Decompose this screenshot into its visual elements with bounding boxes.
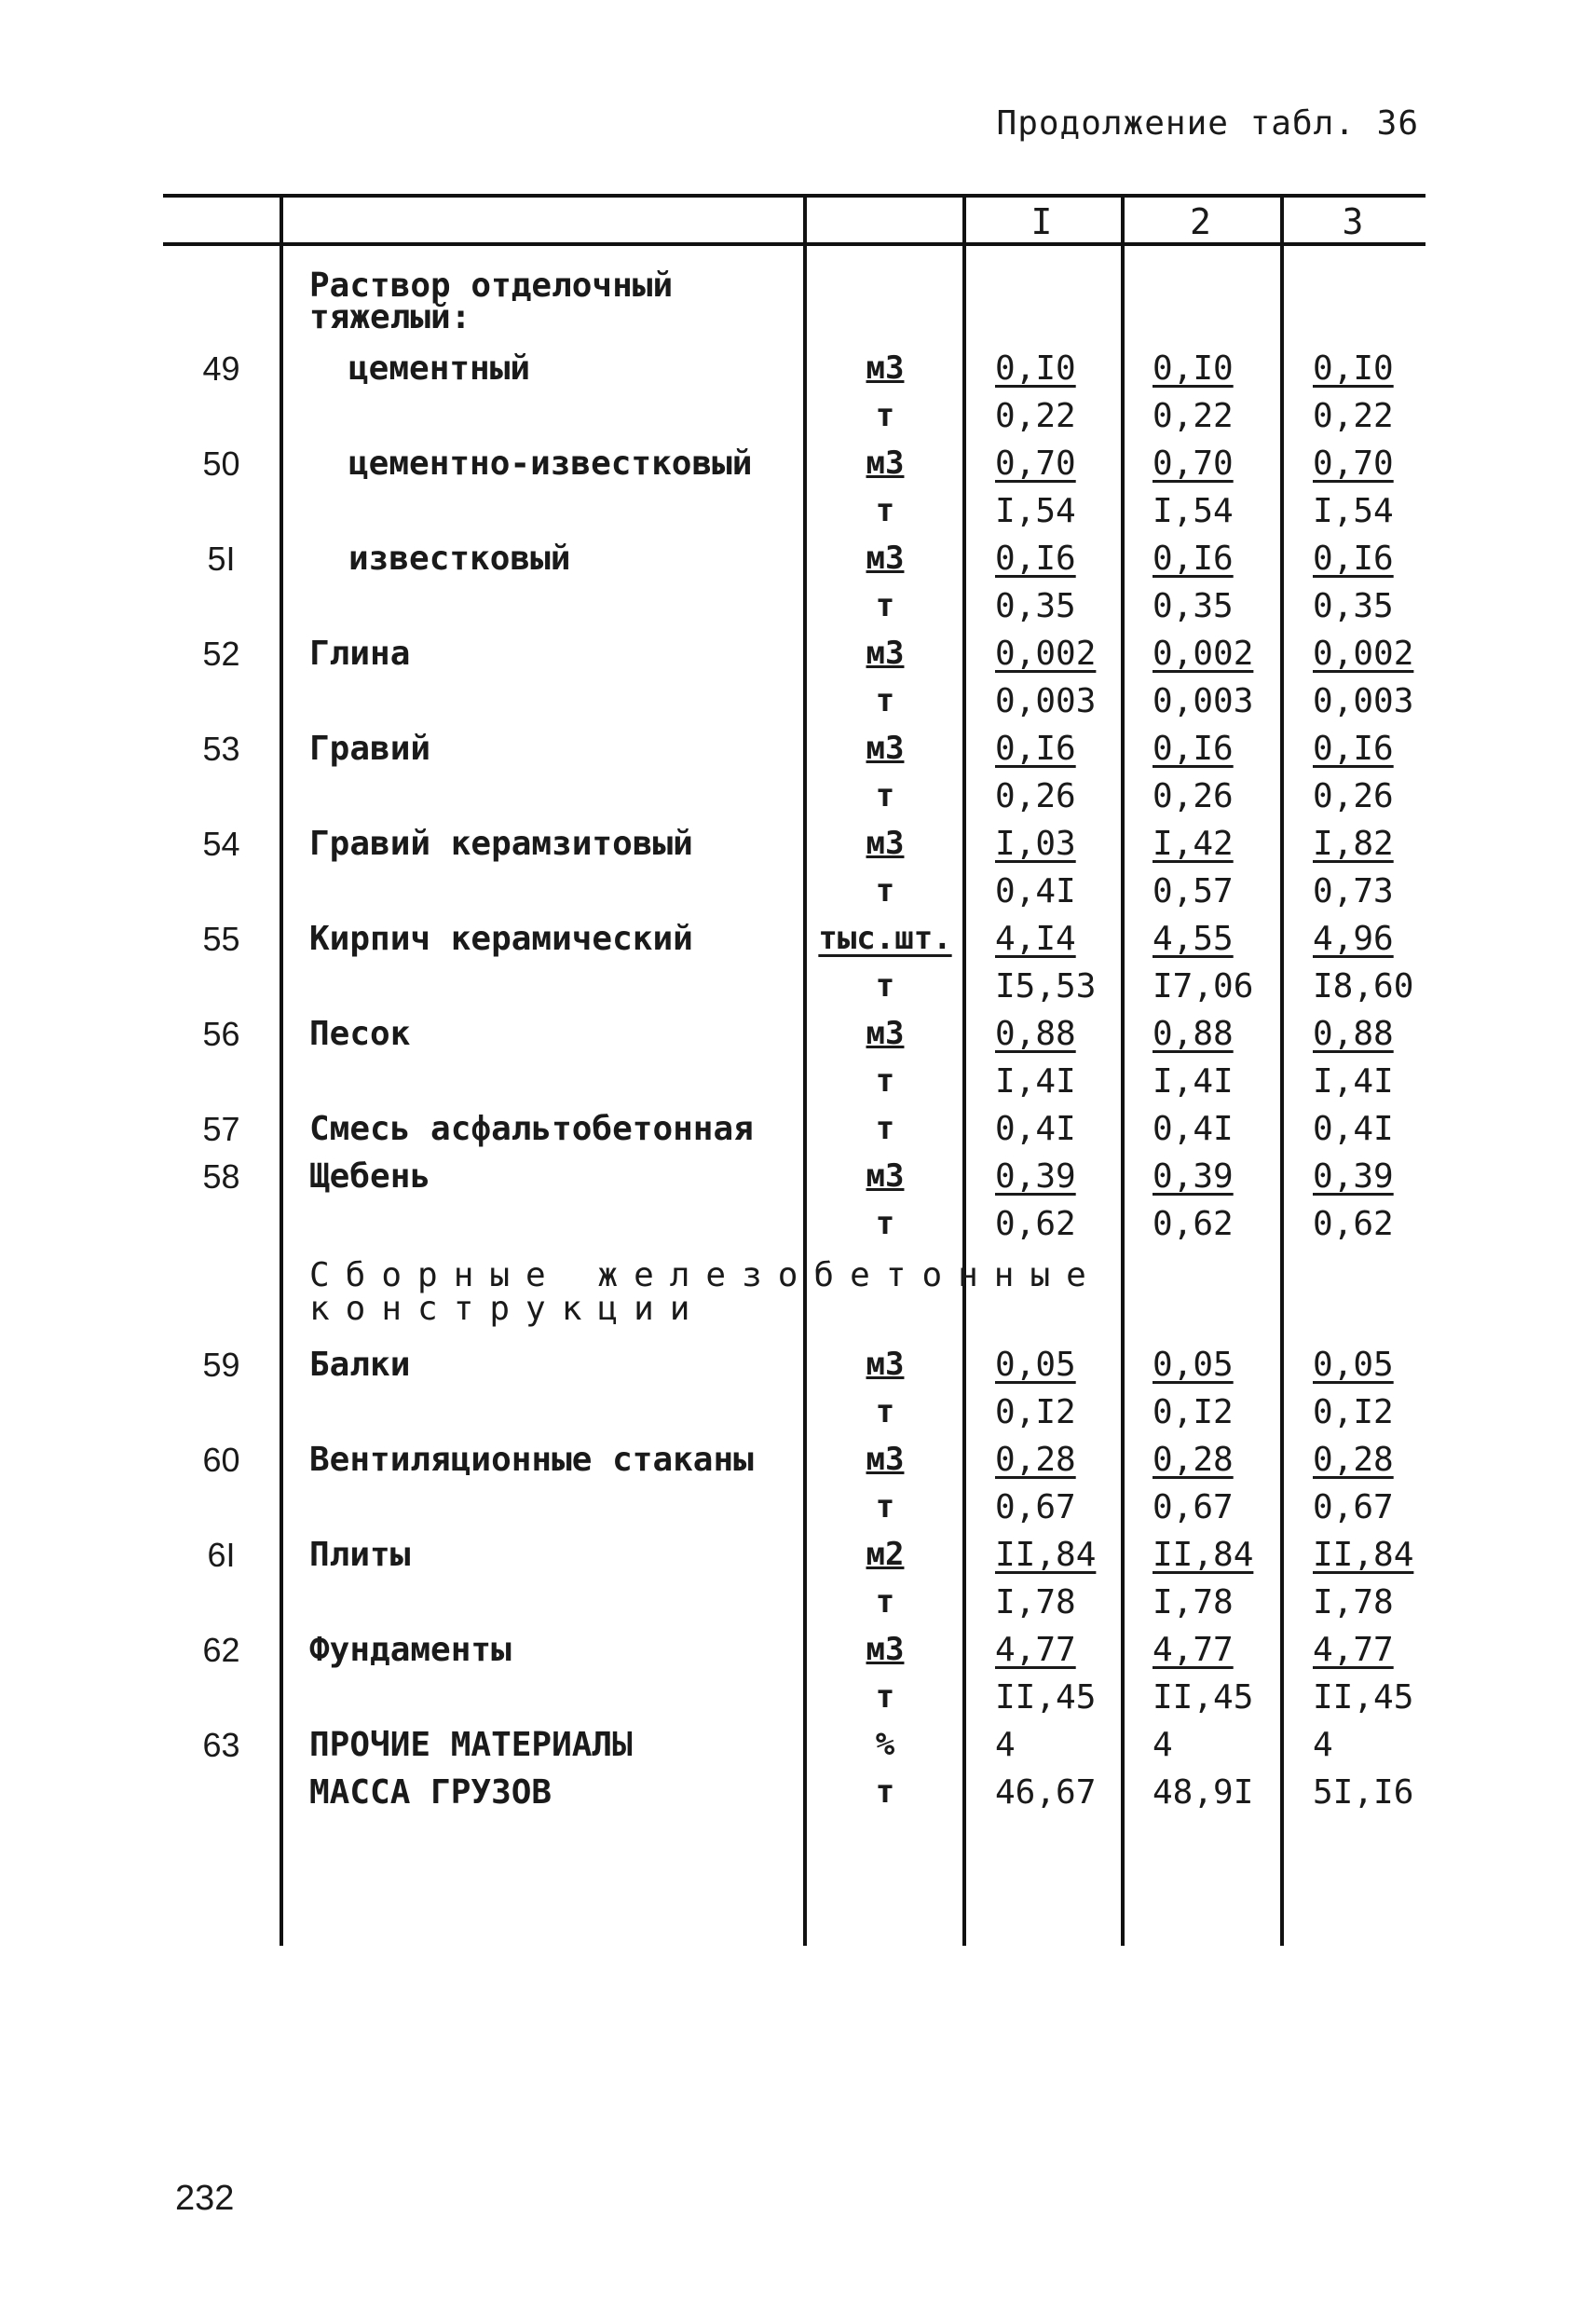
material-name: Фундаменты <box>309 1631 512 1669</box>
value-col-1: 0,62 <box>995 1205 1076 1243</box>
value-col-2: 0,I0 <box>1153 349 1234 388</box>
value-col-2: 0,28 <box>1153 1441 1234 1479</box>
value-col-1: 0,003 <box>995 682 1097 720</box>
value-col-3: 0,62 <box>1313 1205 1394 1243</box>
value-col-3: I,4I <box>1313 1062 1394 1101</box>
value-col-1: 0,70 <box>995 445 1076 483</box>
row-number: 5I <box>207 540 236 578</box>
value-col-1: 0,26 <box>995 777 1076 815</box>
unit-label: м3 <box>866 1346 905 1383</box>
value-col-2: 0,39 <box>1153 1157 1234 1196</box>
value-col-2: I,4I <box>1153 1062 1234 1101</box>
column-rule-col1 <box>1121 194 1125 1946</box>
unit-label: м3 <box>866 730 905 767</box>
value-col-3: 0,05 <box>1313 1346 1394 1384</box>
value-col-2: 0,I6 <box>1153 730 1234 768</box>
unit-label: т <box>875 682 895 719</box>
value-col-1: 0,28 <box>995 1441 1076 1479</box>
value-col-3: 4 <box>1313 1726 1333 1764</box>
value-col-1: 0,4I <box>995 1110 1076 1148</box>
section-heading: Сборные железобетонные конструкции <box>309 1256 1102 1328</box>
material-name: Глина <box>309 635 411 673</box>
table-caption: Продолжение табл. 36 <box>996 104 1419 143</box>
row-number: 49 <box>202 349 240 388</box>
material-name: Гравий керамзитовый <box>309 825 693 863</box>
column-header-1: I <box>1030 201 1053 242</box>
value-col-2: 0,57 <box>1153 872 1234 910</box>
row-number: 52 <box>202 635 240 673</box>
value-col-2: 0,67 <box>1153 1488 1234 1526</box>
value-col-1: 0,4I <box>995 872 1076 910</box>
value-col-2: 0,22 <box>1153 397 1234 435</box>
value-col-1: I,78 <box>995 1583 1076 1621</box>
value-col-1: II,84 <box>995 1536 1097 1574</box>
value-col-1: 46,67 <box>995 1773 1097 1812</box>
unit-label: м3 <box>866 1441 905 1478</box>
value-col-3: 0,28 <box>1313 1441 1394 1479</box>
value-col-2: 4 <box>1153 1726 1173 1764</box>
value-col-2: II,84 <box>1153 1536 1254 1574</box>
column-header-2: 2 <box>1190 201 1211 242</box>
column-rule-name <box>803 194 807 1946</box>
row-number: 6I <box>207 1536 236 1574</box>
value-col-3: I,54 <box>1313 492 1394 530</box>
material-name: известковый <box>348 540 571 578</box>
value-col-3: 0,39 <box>1313 1157 1394 1196</box>
value-col-2: 48,9I <box>1153 1773 1254 1812</box>
value-col-2: I,42 <box>1153 825 1234 863</box>
value-col-2: II,45 <box>1153 1678 1254 1717</box>
table-header-rule <box>163 242 1425 246</box>
material-name: цементно-известковый <box>348 445 753 483</box>
value-col-1: 0,05 <box>995 1346 1076 1384</box>
value-col-1: I5,53 <box>995 967 1097 1006</box>
unit-label: м3 <box>866 825 905 862</box>
unit-label: т <box>875 1773 895 1811</box>
unit-label: м3 <box>866 1631 905 1668</box>
unit-label: м3 <box>866 349 905 387</box>
value-col-2: 0,26 <box>1153 777 1234 815</box>
unit-label: м3 <box>866 635 905 672</box>
value-col-1: 4,77 <box>995 1631 1076 1669</box>
column-rule-col2 <box>1280 194 1284 1946</box>
row-number: 54 <box>202 825 240 863</box>
unit-label: % <box>875 1726 895 1763</box>
unit-label: м3 <box>866 540 905 577</box>
value-col-3: II,45 <box>1313 1678 1414 1717</box>
value-col-2: 0,003 <box>1153 682 1254 720</box>
row-number: 50 <box>202 445 240 483</box>
unit-label: т <box>875 492 895 529</box>
unit-label: т <box>875 1062 895 1100</box>
value-col-1: 4 <box>995 1726 1016 1764</box>
value-col-1: I,03 <box>995 825 1076 863</box>
value-col-3: 0,88 <box>1313 1015 1394 1053</box>
value-col-2: 0,35 <box>1153 587 1234 625</box>
value-col-3: II,84 <box>1313 1536 1414 1574</box>
value-col-3: I,82 <box>1313 825 1394 863</box>
value-col-3: I,78 <box>1313 1583 1394 1621</box>
value-col-1: 0,35 <box>995 587 1076 625</box>
value-col-2: 0,88 <box>1153 1015 1234 1053</box>
unit-label: м2 <box>866 1536 905 1573</box>
unit-label: т <box>875 872 895 910</box>
value-col-3: 0,I6 <box>1313 540 1394 578</box>
material-name: Вентиляционные стаканы <box>309 1441 754 1479</box>
value-col-2: 4,55 <box>1153 920 1234 958</box>
material-name: Щебень <box>309 1157 431 1196</box>
value-col-2: 4,77 <box>1153 1631 1234 1669</box>
value-col-2: 0,4I <box>1153 1110 1234 1148</box>
unit-label: т <box>875 1678 895 1716</box>
row-number: 63 <box>202 1726 240 1764</box>
unit-label: т <box>875 967 895 1005</box>
value-col-3: 0,70 <box>1313 445 1394 483</box>
unit-label: т <box>875 587 895 624</box>
value-col-1: I,4I <box>995 1062 1076 1101</box>
row-number: 55 <box>202 920 240 958</box>
value-col-1: 0,I6 <box>995 540 1076 578</box>
value-col-3: 4,96 <box>1313 920 1394 958</box>
material-name: Балки <box>309 1346 411 1384</box>
unit-label: т <box>875 1205 895 1242</box>
row-number: 62 <box>202 1631 240 1669</box>
value-col-2: I7,06 <box>1153 967 1254 1006</box>
unit-label: м3 <box>866 1015 905 1052</box>
material-name: Песок <box>309 1015 411 1053</box>
value-col-3: 0,I2 <box>1313 1393 1394 1431</box>
value-col-1: 0,I0 <box>995 349 1076 388</box>
value-col-3: 0,4I <box>1313 1110 1394 1148</box>
unit-label: м3 <box>866 445 905 482</box>
value-col-3: 5I,I6 <box>1313 1773 1414 1812</box>
row-number: 58 <box>202 1157 240 1196</box>
value-col-1: I,54 <box>995 492 1076 530</box>
material-name: Плиты <box>309 1536 411 1574</box>
section-heading: Раствор отделочный тяжелый: <box>309 267 674 336</box>
unit-label: т <box>875 777 895 814</box>
column-header-3: 3 <box>1342 201 1364 242</box>
value-col-1: 0,002 <box>995 635 1097 673</box>
value-col-3: 0,003 <box>1313 682 1414 720</box>
value-col-2: 0,70 <box>1153 445 1234 483</box>
value-col-2: 0,62 <box>1153 1205 1234 1243</box>
value-col-1: 0,I2 <box>995 1393 1076 1431</box>
value-col-3: 0,22 <box>1313 397 1394 435</box>
unit-label: т <box>875 1110 895 1147</box>
unit-label: м3 <box>866 1157 905 1195</box>
value-col-2: 0,I6 <box>1153 540 1234 578</box>
value-col-3: 0,002 <box>1313 635 1414 673</box>
value-col-3: 0,67 <box>1313 1488 1394 1526</box>
material-name: Кирпич керамический <box>309 920 693 958</box>
table-top-rule <box>163 194 1425 198</box>
value-col-3: 0,35 <box>1313 587 1394 625</box>
column-rule-unit <box>962 194 966 1946</box>
material-name: ПРОЧИЕ МАТЕРИАЛЫ <box>309 1726 633 1764</box>
value-col-1: 0,67 <box>995 1488 1076 1526</box>
unit-label: т <box>875 397 895 434</box>
row-number: 57 <box>202 1110 240 1148</box>
unit-label: т <box>875 1393 895 1430</box>
unit-label: т <box>875 1583 895 1621</box>
value-col-1: 0,22 <box>995 397 1076 435</box>
value-col-3: 0,26 <box>1313 777 1394 815</box>
value-col-2: 0,I2 <box>1153 1393 1234 1431</box>
unit-label: т <box>875 1488 895 1525</box>
row-number: 56 <box>202 1015 240 1053</box>
value-col-1: 0,I6 <box>995 730 1076 768</box>
value-col-1: 0,39 <box>995 1157 1076 1196</box>
value-col-3: I8,60 <box>1313 967 1414 1006</box>
value-col-1: 4,I4 <box>995 920 1076 958</box>
value-col-2: I,54 <box>1153 492 1234 530</box>
value-col-3: 0,I6 <box>1313 730 1394 768</box>
value-col-2: 0,002 <box>1153 635 1254 673</box>
column-rule-num <box>280 194 283 1946</box>
value-col-1: II,45 <box>995 1678 1097 1717</box>
row-number: 59 <box>202 1346 240 1384</box>
material-name: цементный <box>348 349 531 388</box>
page-number: 232 <box>175 2179 235 2218</box>
value-col-3: 0,I0 <box>1313 349 1394 388</box>
value-col-2: 0,05 <box>1153 1346 1234 1384</box>
row-number: 60 <box>202 1441 240 1479</box>
material-name: Гравий <box>309 730 431 768</box>
value-col-3: 0,73 <box>1313 872 1394 910</box>
material-name: Смесь асфальтобетонная <box>309 1110 754 1148</box>
value-col-3: 4,77 <box>1313 1631 1394 1669</box>
row-number: 53 <box>202 730 240 768</box>
unit-label: тыс.шт. <box>818 920 952 957</box>
value-col-2: I,78 <box>1153 1583 1234 1621</box>
material-name: МАССА ГРУЗОВ <box>309 1773 552 1812</box>
value-col-1: 0,88 <box>995 1015 1076 1053</box>
